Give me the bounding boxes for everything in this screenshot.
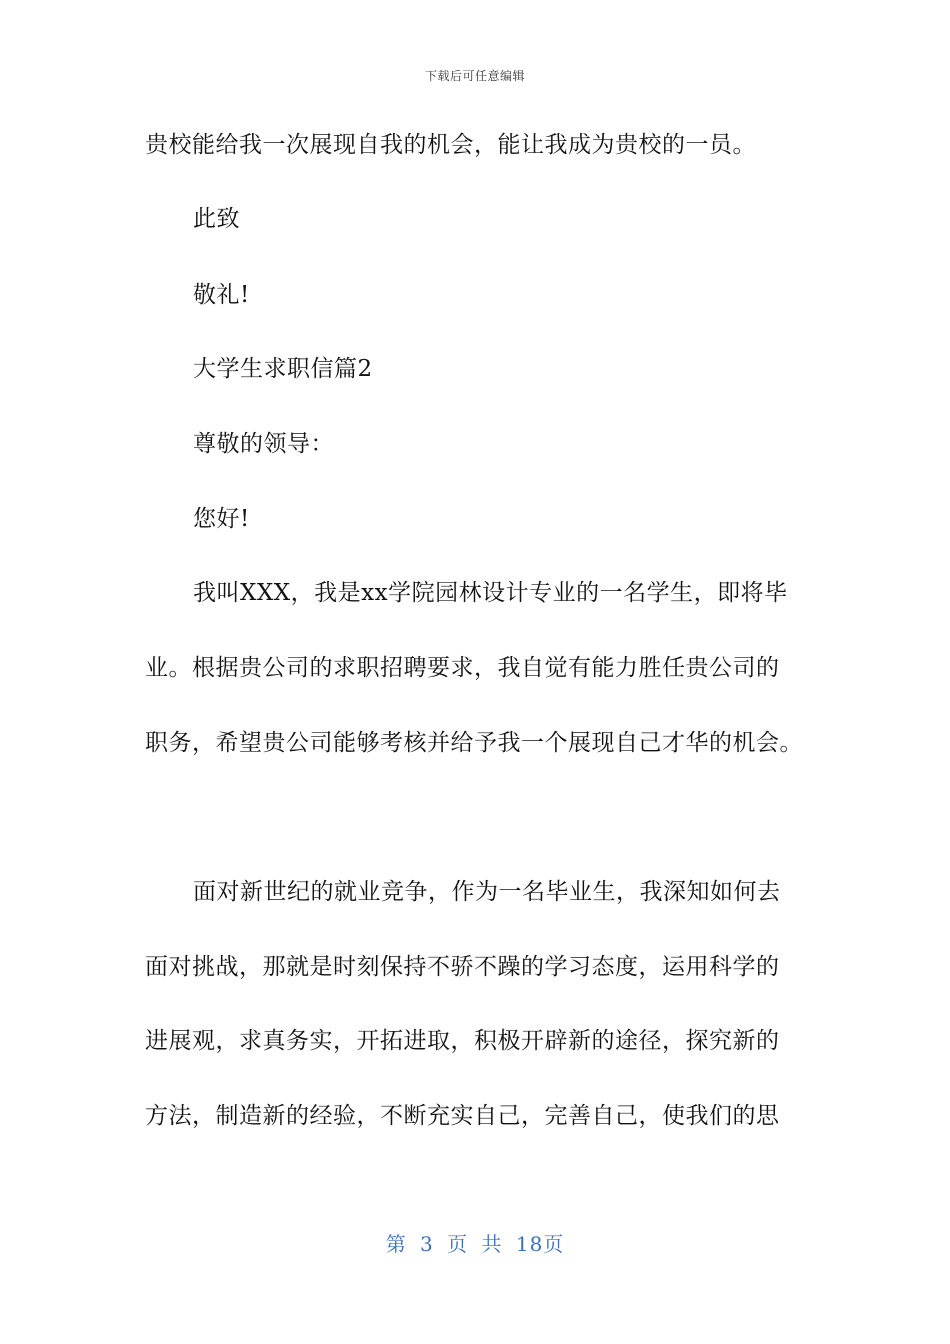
- section-title: 大学生求职信篇2: [193, 356, 373, 382]
- closing-salute: 敬礼!: [193, 282, 250, 308]
- page-header: 下载后可任意编辑: [424, 69, 525, 83]
- body-line: 职务，希望贵公司能够考核并给予我一个展现自己才华的机会。: [145, 730, 803, 756]
- greeting: 您好!: [193, 506, 250, 532]
- body-line: 方法，制造新的经验，不断充实自己，完善自己，使我们的思: [145, 1103, 780, 1129]
- salutation: 尊敬的领导：: [193, 431, 334, 457]
- body-line: 贵校能给我一次展现自我的机会，能让我成为贵校的一员。: [145, 132, 756, 158]
- body-line: 业。根据贵公司的求职招聘要求，我自觉有能力胜任贵公司的: [145, 655, 780, 681]
- body-line: 面对挑战，那就是时刻保持不骄不躁的学习态度，运用科学的: [145, 954, 780, 980]
- closing-line: 此致: [193, 206, 240, 232]
- body-line: 我叫XXX，我是xx学院园林设计专业的一名学生，即将毕: [193, 580, 788, 606]
- page-number: 第 3 页 共 18页: [385, 1232, 565, 1256]
- body-line: 面对新世纪的就业竞争，作为一名毕业生，我深知如何去: [193, 879, 781, 905]
- body-line: 进展观，求真务实，开拓进取，积极开辟新的途径，探究新的: [145, 1028, 780, 1054]
